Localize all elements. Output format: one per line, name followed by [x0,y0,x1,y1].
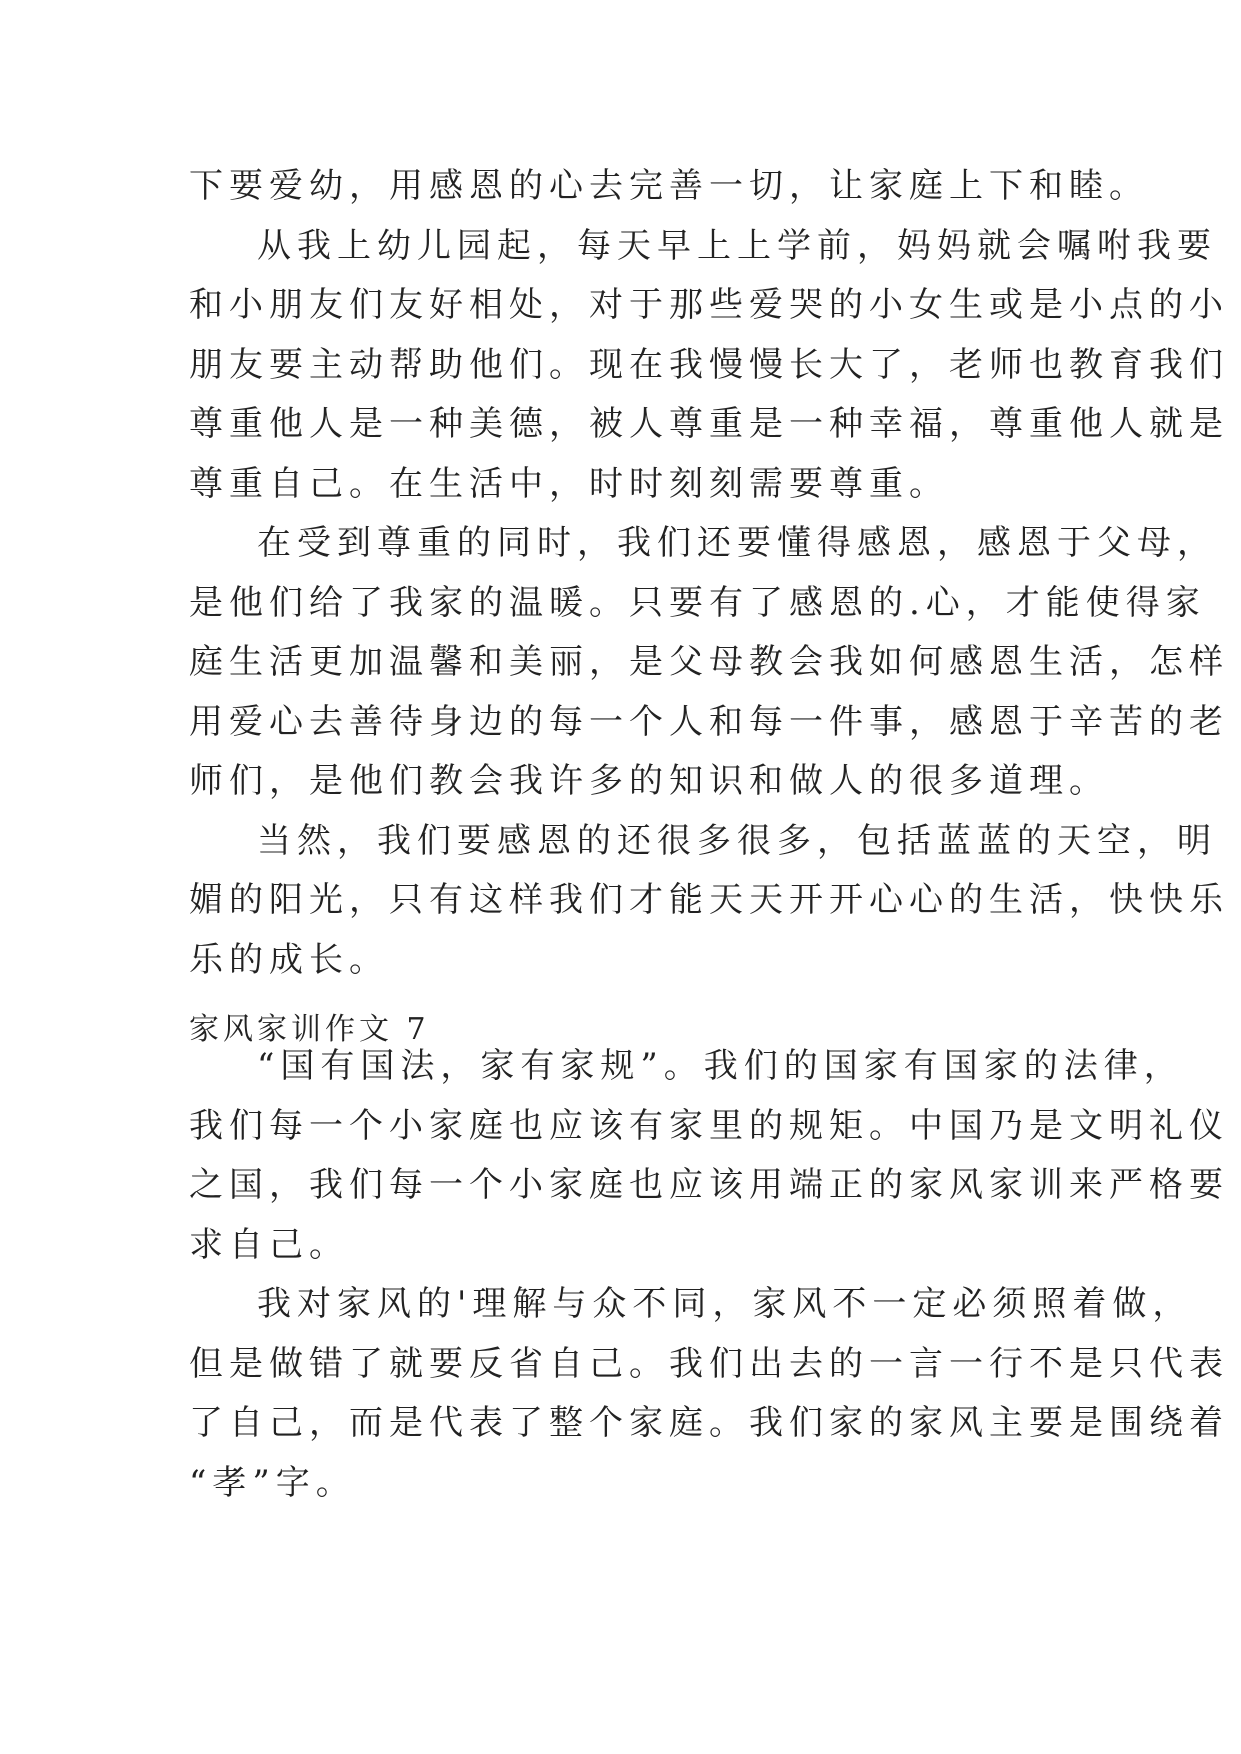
paragraph-start: 在受到尊重的同时，我们还要懂得感恩，感恩于父母， [257,523,1217,563]
text-line: 尊重自己。在生活中，时时刻刻需要尊重。 [189,463,949,504]
text-line: 和小朋友们友好相处，对于那些爱哭的小女生或是小点的小 [189,285,1229,325]
text-line: 下要爱幼，用感恩的心去完善一切，让家庭上下和睦。 [189,166,1149,206]
text-line: 乐的成长。 [189,939,389,980]
text-line: 是他们给了我家的温暖。只要有了感恩的.心，才能使得家 [189,582,1206,623]
text-line: 用爱心去善待身边的每一个人和每一件事，感恩于辛苦的老 [189,701,1229,742]
text-line: 师们，是他们教会我许多的知识和做人的很多道理。 [189,761,1109,801]
paragraph-start: 我对家风的'理解与众不同，家风不一定必须照着做， [257,1284,1193,1324]
text-line: 庭生活更加温馨和美丽，是父母教会我如何感恩生活，怎样 [189,642,1229,682]
essay-section-2 [189,1037,1229,1513]
text-line: 朋友要主动帮助他们。现在我慢慢长大了，老师也教育我们 [189,344,1229,385]
text-line: 之国，我们每一个小家庭也应该用端正的家风家训来严格要 [189,1165,1229,1205]
text-line: 我们每一个小家庭也应该有家里的规矩。中国乃是文明礼仪 [189,1105,1229,1146]
essay-heading: 家风家训作文 7 [189,1012,430,1047]
text-line: 了自己，而是代表了整个家庭。我们家的家风主要是围绕着 [189,1403,1229,1443]
text-line: 但是做错了就要反省自己。我们出去的一言一行不是只代表 [189,1343,1229,1384]
text-line: 尊重他人是一种美德，被人尊重是一种幸福，尊重他人就是 [189,404,1229,444]
paragraph-start: 当然，我们要感恩的还很多很多，包括蓝蓝的天空，明 [257,820,1217,861]
text-line: 媚的阳光，只有这样我们才能天天开开心心的生活，快快乐 [189,880,1229,920]
paragraph-start: “国有国法，家有家规”。我们的国家有国家的法律， [257,1046,1184,1086]
text-line: “孝”字。 [189,1462,356,1503]
essay-section-1 [189,157,1229,990]
text-line: 求自己。 [189,1224,349,1265]
paragraph-start: 从我上幼儿园起，每天早上上学前，妈妈就会嘱咐我要 [257,225,1217,266]
